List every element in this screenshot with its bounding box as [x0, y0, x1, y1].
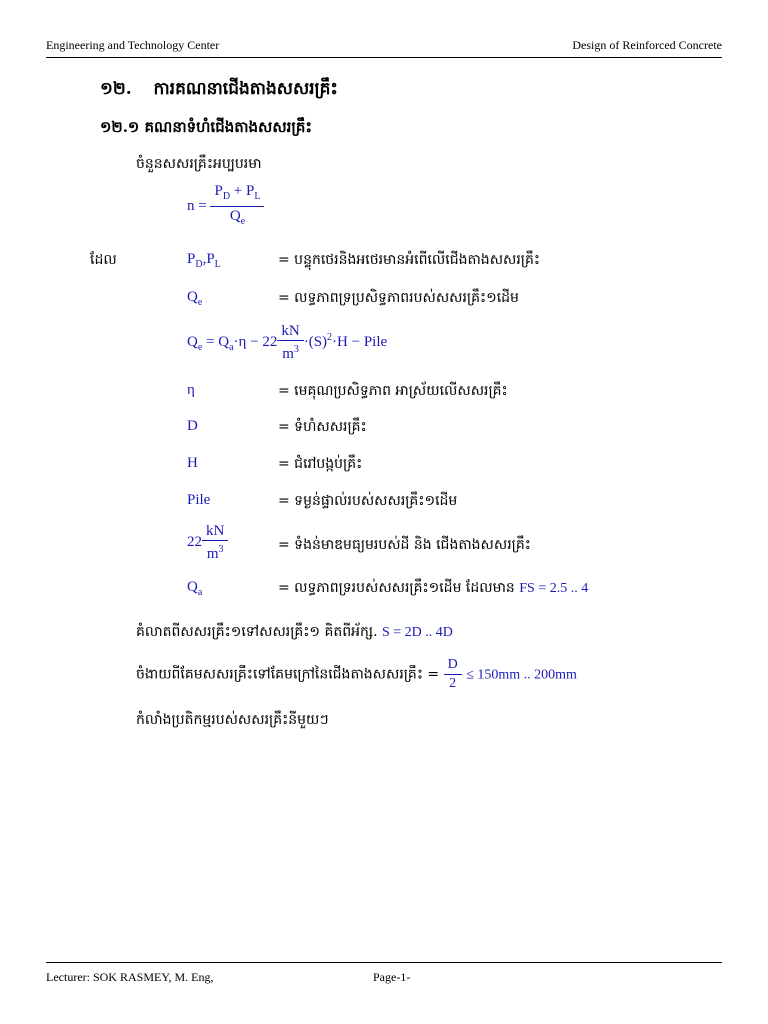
def-symbol-unit-weight: 22 $\frac{kN}{m^3}$ [187, 522, 228, 563]
formula-n-lhs: n = [187, 197, 207, 214]
formula-qe-unit-fraction: $\frac{kN}{m^3}$ [277, 322, 303, 363]
def-symbol-qe: $Q_e$ [187, 289, 203, 308]
def-symbol-h: H [187, 455, 198, 471]
section-number: ១២. [100, 79, 132, 99]
header-rule [46, 57, 722, 58]
subsection-number: ១២.១ [100, 118, 140, 136]
def-text-d: = ទំហំសសរគ្រឹះ [278, 419, 367, 435]
footer-lecturer: Lecturer: SOK RASMEY, M. Eng, [46, 970, 214, 984]
where-label: ដែល [90, 252, 117, 268]
def-text-eta: = មេគុណប្រសិទ្ធភាព អាស្រ័យលើសសរគ្រឹះ [278, 383, 508, 399]
def-symbol-eta: η [187, 382, 195, 398]
footer-rule [46, 962, 722, 963]
formula-n [187, 182, 264, 231]
edge-text: ចំងាយពីគែមសសរគ្រឹះទៅគែមក្រៅនៃជើងតាងសសរគ្រឹះ = [136, 666, 440, 683]
spacing-text: គំលាតពីសសរគ្រឹះ១ទៅសសរគ្រឹះ១ គិតពីអ័ក្ស. [136, 624, 378, 640]
def-text-h: = ជំរៅបង្កប់គ្រឹះ [278, 456, 363, 472]
def-symbol-d: D [187, 418, 198, 434]
header-right: Design of Reinforced Concrete [572, 38, 722, 52]
def-symbol-pile: Pile [187, 492, 211, 508]
def-text-pile: = ទម្ងន់ផ្ទាល់របស់សសរគ្រឹះ១ដើម [278, 493, 458, 509]
spacing-formula: S = 2D .. 4D [381, 625, 453, 640]
section-title: ការគណនាជើងតាងសសរគ្រឹះ [153, 79, 338, 99]
edge-fraction: $\frac{D}{2}$ [444, 656, 462, 693]
footer-page: Page-1- [373, 970, 411, 984]
fraction-denominator: $Q_e$ [229, 208, 246, 227]
def-symbol-pd-pl: $P_D,P_L$ [187, 251, 221, 270]
formula-n-fraction [210, 182, 264, 231]
section-heading [100, 78, 338, 103]
spacing-line [136, 622, 453, 643]
def-text-pd-pl: = បន្ទុកថេរនិងអថេរមានអំពើលើជើងតាងសសរគ្រឹះ [278, 252, 541, 268]
factor-of-safety: FS = 2.5 .. 4 [519, 581, 589, 596]
intro-text: ចំនួនសសរគ្រឹះអប្បបរមា [136, 156, 262, 172]
def-text-unit-weight: = ទំងន់មាឌមធ្យមរបស់ដី និង ជើងតាងសសរគ្រឹះ [278, 537, 531, 553]
formula-qe: $Q_e = Q_a\cdot\eta - 22$ $\frac{kN}{m^3}$ $\cdot(S)^2\cdot H$ − Pile [187, 323, 388, 362]
edge-limit: ≤ 150mm .. 200mm [466, 667, 577, 683]
header-left: Engineering and Technology Center [46, 38, 220, 52]
def-symbol-qa: $Q_a$ [187, 579, 203, 598]
fraction-numerator: $P_D + P_L$ [210, 182, 264, 207]
def-text-qa: = លទ្ធភាពទ្ររបស់សសរគ្រឹះ១ដើម ដែលមាន FS = 2.5 .. 4 [278, 580, 589, 596]
subsection-title: គណនាទំហំជើងតាងសសរគ្រឹះ [144, 118, 312, 136]
def-text-qe: = លទ្ធភាពទ្រប្រសិទ្ធភាពរបស់សសរគ្រឹះ១ដើម [278, 290, 519, 306]
edge-distance-line [136, 656, 577, 693]
reaction-text: កំលាំងប្រតិកម្មរបស់សសរគ្រឹះនីមួយៗ [136, 712, 329, 728]
subsection-heading [100, 118, 312, 140]
